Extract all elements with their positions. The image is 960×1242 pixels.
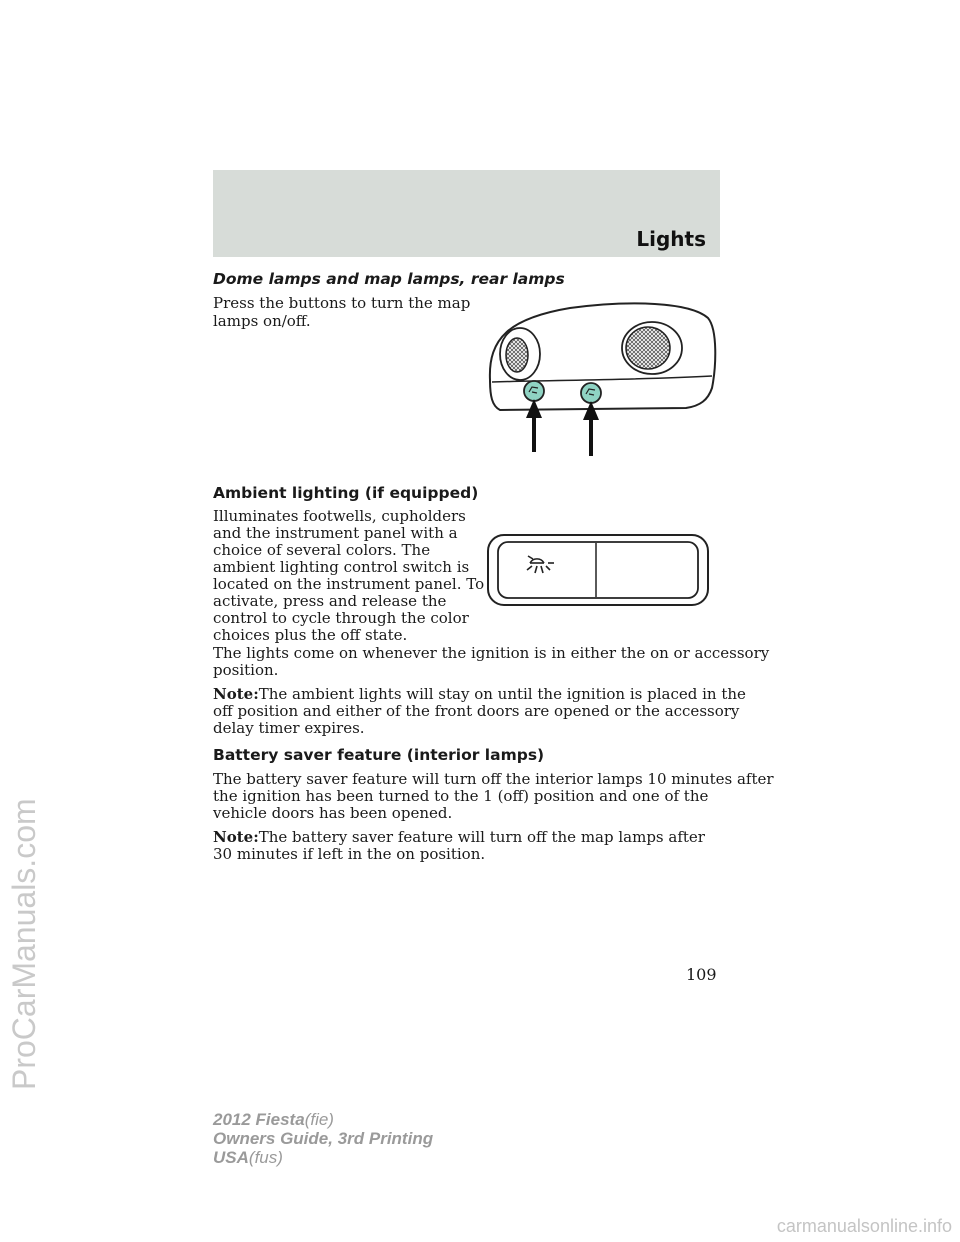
- footer-model-code: (fie): [304, 1110, 334, 1129]
- document-footer: [213, 1110, 433, 1167]
- ambient-line-5: activate, press and release the: [213, 592, 447, 610]
- dome-text-line1: Press the buttons to turn the map: [213, 294, 471, 312]
- ambient-note-label: Note:: [213, 685, 259, 703]
- battery-note-line2: 30 minutes if left in the on position.: [213, 845, 486, 863]
- footer-guide: Owners Guide, 3rd Printing: [213, 1129, 434, 1148]
- battery-note-line1: [213, 829, 705, 847]
- map-lamp-console-illustration: [480, 298, 720, 460]
- battery-heading: Battery saver feature (interior lamps): [213, 746, 545, 764]
- battery-note-label: Note:: [213, 828, 259, 846]
- ambient-para2-line2: position.: [213, 661, 279, 679]
- battery-line2: the ignition has been turned to the 1 (off) position and one of the: [213, 787, 709, 805]
- ambient-note-text1: The ambient lights will stay on until the ignition is placed in the: [258, 685, 746, 703]
- ambient-light-switch-illustration: [486, 533, 710, 607]
- ambient-line-6: control to cycle through the color: [213, 609, 469, 627]
- footer-market-code: (fus): [248, 1148, 283, 1167]
- ambient-heading: Ambient lighting (if equipped): [213, 484, 479, 502]
- ambient-line-3: ambient lighting control switch is: [213, 558, 470, 576]
- dome-heading: Dome lamps and map lamps, rear lamps: [213, 270, 565, 288]
- section-title: Lights: [636, 227, 706, 251]
- ambient-para2-line1: The lights come on whenever the ignition is in either the on or accessory: [213, 644, 770, 662]
- battery-line1: The battery saver feature will turn off the interior lamps 10 minutes after: [213, 770, 774, 788]
- ambient-note-line3: delay timer expires.: [213, 719, 365, 737]
- ambient-note-line2: off position and either of the front doors are opened or the accessory: [213, 702, 740, 720]
- battery-note-text1: The battery saver feature will turn off the map lamps after: [258, 828, 705, 846]
- dome-text-line2: lamps on/off.: [213, 312, 311, 330]
- footer-watermark: carmanualsonline.info: [776, 1216, 952, 1236]
- ambient-line-1: and the instrument panel with a: [213, 524, 458, 542]
- ambient-line-0: Illuminates footwells, cupholders: [213, 507, 466, 525]
- side-watermark: ProCarManuals.com: [6, 798, 42, 1090]
- ambient-line-7: choices plus the off state.: [213, 626, 408, 644]
- ambient-line-4: located on the instrument panel. To: [213, 575, 485, 593]
- ambient-note-line1: [213, 686, 746, 704]
- page-number: 109: [686, 965, 717, 984]
- ambient-line-2: choice of several colors. The: [213, 541, 431, 559]
- footer-model: 2012 Fiesta: [213, 1110, 305, 1129]
- section-header-band: [213, 170, 720, 257]
- battery-line3: vehicle doors has been opened.: [213, 804, 453, 822]
- footer-market: USA: [213, 1148, 249, 1167]
